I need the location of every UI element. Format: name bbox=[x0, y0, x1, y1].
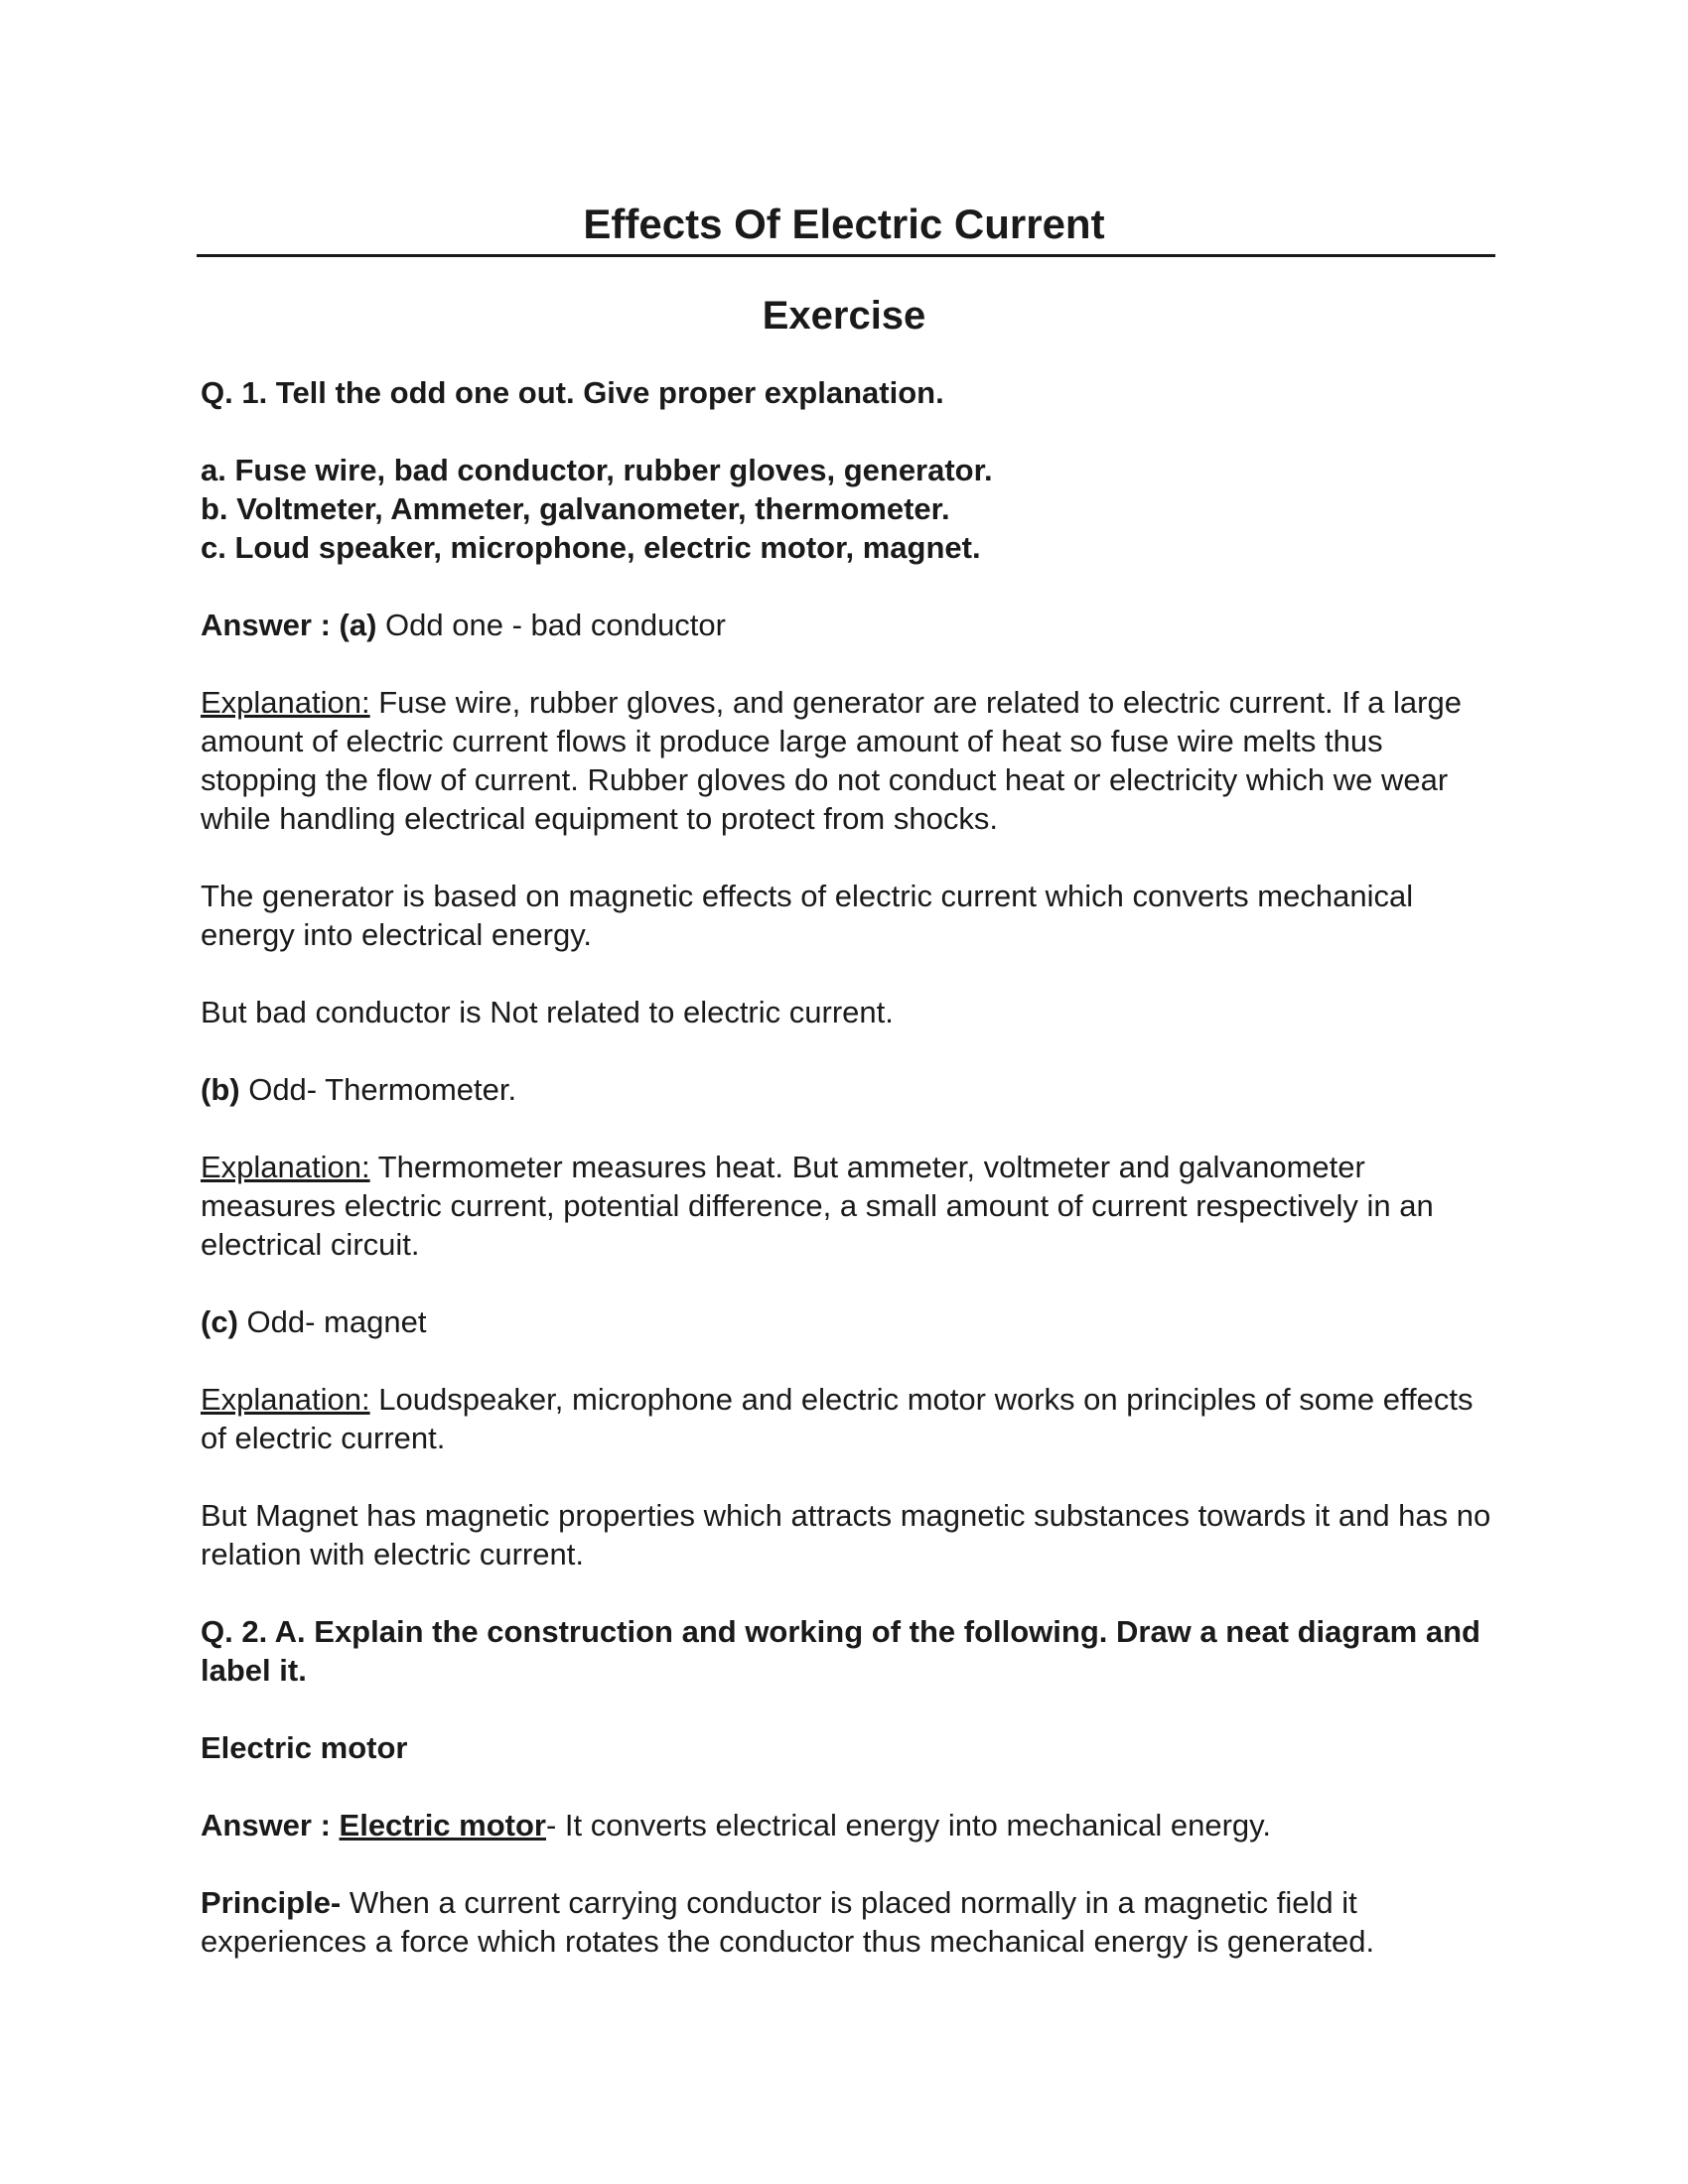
answer-a bbox=[201, 606, 1491, 644]
paragraph-bad-conductor: But bad conductor is Not related to electric current. bbox=[201, 995, 894, 1029]
explanation-label: Explanation: bbox=[201, 685, 370, 720]
answer-label: Answer : bbox=[201, 608, 340, 642]
answer-a-text: Odd one - bad conductor bbox=[376, 608, 726, 642]
option-b: b. Voltmeter, Ammeter, galvanometer, thermometer. bbox=[201, 491, 950, 526]
explanation-label: Explanation: bbox=[201, 1150, 370, 1184]
explanation-a-text: Fuse wire, rubber gloves, and generator are related to electric current. If a large amount of electric current flows it produce large amount of heat so fuse wire melts thus stopping the flow of current. Rubber gloves do not conduct heat or electricity which we wear while handling electrical equipment to protect from shocks. bbox=[201, 685, 1462, 836]
explanation-a bbox=[201, 683, 1491, 838]
answer-b-text: Odd- Thermometer. bbox=[239, 1072, 517, 1107]
option-c: c. Loud speaker, microphone, electric motor, magnet. bbox=[201, 530, 981, 565]
explanation-label: Explanation: bbox=[201, 1382, 370, 1417]
explanation-b-text: Thermometer measures heat. But ammeter, voltmeter and galvanometer measures electric current, potential difference, a small amount of current respectively in an electrical circuit. bbox=[201, 1150, 1434, 1262]
title-divider bbox=[197, 254, 1495, 257]
answer-c-text: Odd- magnet bbox=[237, 1304, 427, 1339]
page-title: Effects Of Electric Current bbox=[583, 201, 1105, 247]
answer-c-marker: (c) bbox=[201, 1304, 238, 1339]
explanation-b bbox=[201, 1148, 1491, 1264]
answer-q2 bbox=[201, 1806, 1491, 1844]
answer-c bbox=[201, 1302, 1491, 1341]
paragraph-magnet: But Magnet has magnetic properties which attracts magnetic substances towards it and has no relation with electric current. bbox=[201, 1498, 1491, 1571]
principle-label: Principle- bbox=[201, 1885, 342, 1920]
principle-text: When a current carrying conductor is placed normally in a magnetic field it experiences a force which rotates the conductor thus mechanical energy is generated. bbox=[201, 1885, 1375, 1959]
section-heading: Exercise bbox=[762, 294, 926, 338]
option-a: a. Fuse wire, bad conductor, rubber gloves, generator. bbox=[201, 453, 993, 487]
explanation-c-text: Loudspeaker, microphone and electric motor works on principles of some effects of electric current. bbox=[201, 1382, 1474, 1455]
answer-a-marker: (a) bbox=[339, 608, 377, 642]
answer-label: Answer : bbox=[201, 1808, 340, 1843]
principle bbox=[201, 1883, 1491, 1961]
question-1: Q. 1. Tell the odd one out. Give proper explanation. bbox=[201, 375, 944, 410]
topic-electric-motor: Electric motor bbox=[201, 1730, 408, 1765]
answer-q2-text: - It converts electrical energy into mechanical energy. bbox=[545, 1808, 1271, 1843]
paragraph-generator: The generator is based on magnetic effects of electric current which converts mechanical energy into electrical energy. bbox=[201, 879, 1414, 952]
explanation-c bbox=[201, 1380, 1491, 1457]
answer-b bbox=[201, 1070, 1491, 1109]
answer-b-marker: (b) bbox=[201, 1072, 240, 1107]
answer-term: Electric motor bbox=[339, 1808, 546, 1843]
question-2: Q. 2. A. Explain the construction and working of the following. Draw a neat diagram and label it. bbox=[201, 1614, 1480, 1688]
